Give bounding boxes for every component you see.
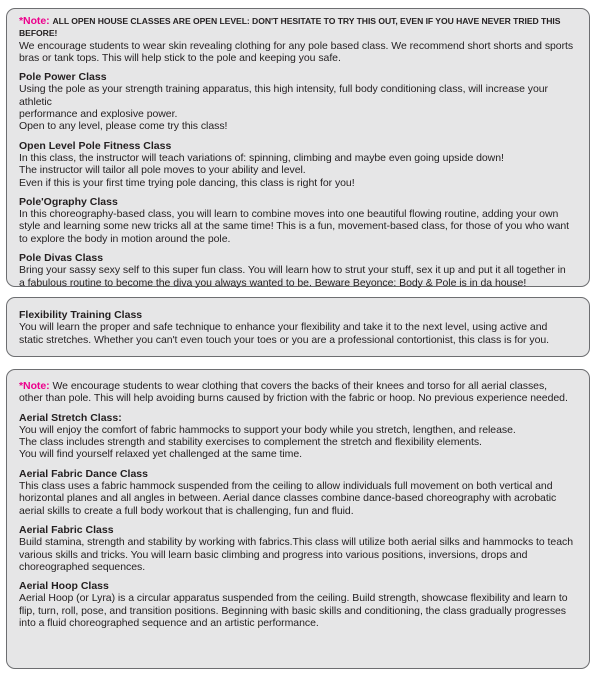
class-desc-line: various skills and tricks. You will learn basic climbing and progress into various positions, inversions, drops and xyxy=(19,548,528,561)
pole-note xyxy=(19,15,579,64)
note-label: *Note: xyxy=(19,380,50,392)
class-poleography xyxy=(19,196,579,245)
class-desc-line: You will find yourself relaxed yet challenged at the same time. xyxy=(19,448,303,461)
class-desc-line: The class includes strength and stability exercises to complement the stretch and flexibility elements. xyxy=(19,436,482,449)
class-desc-line: Even if this is your first time trying pole dancing, this class is right for you! xyxy=(19,176,355,189)
class-pole-power xyxy=(19,71,579,132)
class-desc-line: choreographed sequences. xyxy=(19,560,146,573)
class-desc-line: Using the pole as your strength training apparatus, this high intensity, full body conditioning class, will increase your athletic xyxy=(19,83,548,108)
note-label: *Note: xyxy=(19,15,50,27)
note-line: other than pole. This will help avoiding burns caused by friction with the fabric or hoop. No previous experience needed. xyxy=(19,392,568,405)
class-desc-line: performance and explosive power. xyxy=(19,108,178,121)
class-desc-line: The instructor will tailor all pole moves to your ability and level. xyxy=(19,164,306,177)
pole-classes-panel xyxy=(6,8,590,287)
aerial-classes-panel xyxy=(6,369,590,669)
aerial-note xyxy=(19,380,579,405)
class-desc-line: You will learn the proper and safe technique to enhance your flexibility and take it to the next level, using active and xyxy=(19,321,548,334)
class-desc-line: Aerial Hoop (or Lyra) is a circular apparatus suspended from the ceiling. Build strength, showcase flexibility and learn to xyxy=(19,592,568,605)
class-title: Pole'Ography Class xyxy=(19,195,118,208)
class-desc-line: to explore the body in motion around the pole. xyxy=(19,232,231,245)
note-caps-text: ALL OPEN HOUSE CLASSES ARE OPEN LEVEL: DON'T HESITATE TO TRY THIS OUT, EVEN IF YOU HAVE NEVER TRIED THIS BEFORE! xyxy=(19,16,561,39)
class-aerial-fabric xyxy=(19,524,579,573)
class-pole-divas xyxy=(19,252,579,289)
class-desc-line: Open to any level, please come try this class! xyxy=(19,120,228,133)
class-title: Aerial Hoop Class xyxy=(19,580,109,593)
class-desc-line: In this class, the instructor will teach variations of: spinning, climbing and maybe even going upside down! xyxy=(19,151,504,164)
class-desc-line: into a fluid choreographed sequence and an artistic performance. xyxy=(19,617,319,630)
class-aerial-hoop xyxy=(19,580,579,629)
class-title: Aerial Stretch Class: xyxy=(19,411,122,424)
class-aerial-stretch xyxy=(19,412,579,461)
class-desc-line: aerial skills to create a full body workout that is challenging, fun and fluid. xyxy=(19,504,354,517)
class-aerial-fabric-dance xyxy=(19,468,579,517)
class-title: Aerial Fabric Class xyxy=(19,523,114,536)
class-desc-line: You will enjoy the comfort of fabric hammocks to support your body while you stretch, lengthen, and release. xyxy=(19,423,516,436)
class-desc-line: Build stamina, strength and stability by working with fabrics.This class will utilize both aerial silks and hammocks to teach xyxy=(19,536,573,549)
class-title: Pole Divas Class xyxy=(19,252,104,265)
class-title: Open Level Pole Fitness Class xyxy=(19,139,172,152)
class-title: Aerial Fabric Dance Class xyxy=(19,467,148,480)
class-open-level-pole-fitness xyxy=(19,140,579,189)
note-line: We encourage students to wear skin revealing clothing for any pole based class. We recommend short shorts and sports xyxy=(19,39,574,52)
class-desc-line: static stretches. Whether you can't even touch your toes or you are a professional contortionist, this class is for you. xyxy=(19,333,550,346)
class-desc-line: a fabulous routine to become the diva you always wanted to be. Beware Beyonce: Body & Pole is in da house! xyxy=(19,276,527,289)
class-desc-line: flip, turn, roll, pose, and transition positions. Beginning with basic skills and conditioning, the class gradually progresses xyxy=(19,604,567,617)
class-title: Flexibility Training Class xyxy=(19,309,143,321)
class-desc-line: This class uses a fabric hammock suspended from the ceiling to allow individuals full movement on both vertical and xyxy=(19,480,553,493)
note-line: We encourage students to wear clothing that covers the backs of their knees and torso for all aerial classes, xyxy=(52,380,548,392)
flexibility-panel xyxy=(6,297,590,357)
class-desc-line: In this choreography-based class, you will learn to combine moves into one beautiful flowing routine, adding your own xyxy=(19,208,559,221)
class-desc-line: Bring your sassy sexy self to this super fun class. You will learn how to strut your stuff, sex it up and put it all together in xyxy=(19,264,566,277)
class-desc-line: horizontal planes and all angles in between. Aerial dance classes combine dance-based choreography with acrobatic xyxy=(19,492,557,505)
note-line: bras or tank tops. This will help stick to the pole and keeping you safe. xyxy=(19,51,341,64)
class-title: Pole Power Class xyxy=(19,71,107,84)
class-desc-line: style and learning some new tricks all at the same time! This is a fun, movement-based class, for those of you who want xyxy=(19,220,570,233)
